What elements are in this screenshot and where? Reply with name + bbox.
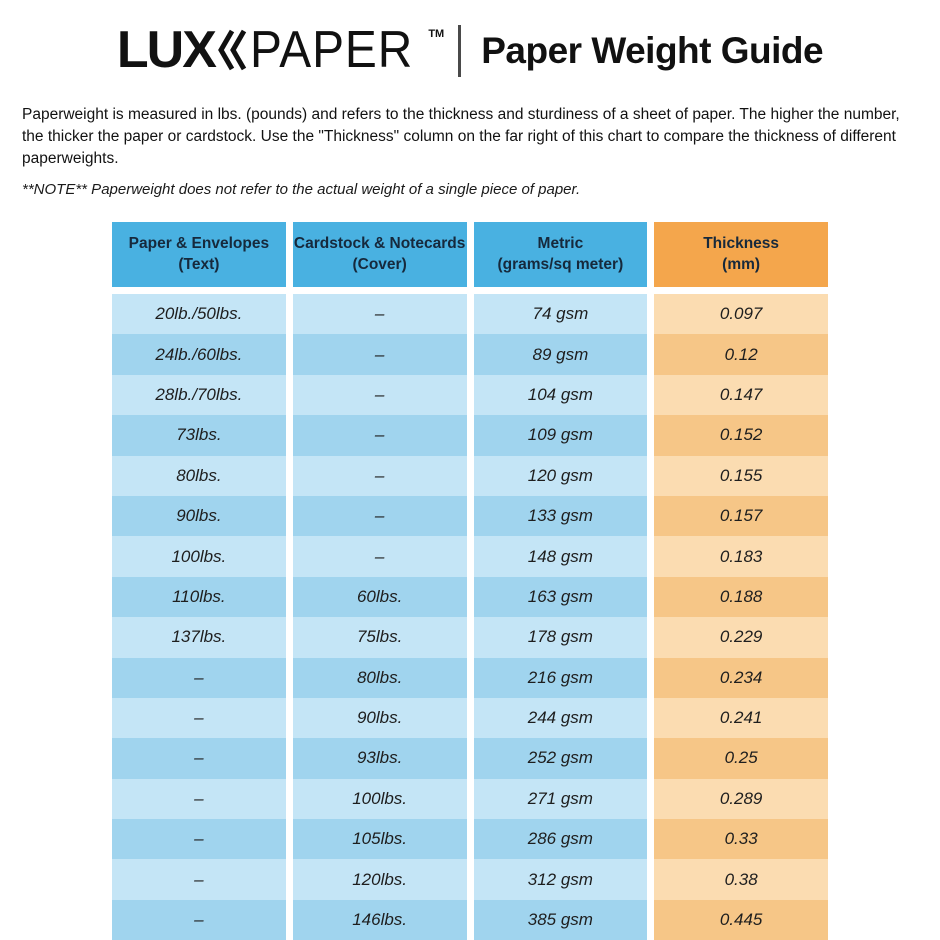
table-cell: – [112,859,286,899]
header-line2: (grams/sq meter) [497,255,624,273]
table-cell: 286 gsm [474,819,648,859]
table-cell: – [293,294,467,334]
table-cell: 0.157 [654,496,828,536]
trademark-symbol: TM [428,28,445,40]
logo-paper-text: PAPER [249,21,414,79]
paper-weight-table [112,222,828,940]
table-cell: – [293,456,467,496]
table-cell: 24lb./60lbs. [112,334,286,374]
table-cell: 271 gsm [474,779,648,819]
table-cell: 80lbs. [112,456,286,496]
table-cell: 133 gsm [474,496,648,536]
divider [458,25,461,77]
table-row [112,779,828,819]
table-cell: 73lbs. [112,415,286,455]
table-cell: 28lb./70lbs. [112,375,286,415]
table-cell: 0.33 [654,819,828,859]
table-cell: – [112,779,286,819]
intro-paragraph: Paperweight is measured in lbs. (pounds) and refers to the thickness and sturdiness of a sheet of paper. The higher the number, the thicker the paper or cardstock. Use the "Thickness" column on the far right of this chart to compare the thickness of different paperweights. [22,106,900,167]
table-cell: – [112,698,286,738]
table-cell: – [112,900,286,940]
table-row [112,415,828,455]
header-line1: Metric [537,234,584,252]
table-cell: 93lbs. [293,738,467,778]
table-row [112,859,828,899]
table-cell: 80lbs. [293,658,467,698]
table-row [112,294,828,334]
table-cell: 100lbs. [293,779,467,819]
table-cell: 0.12 [654,334,828,374]
table-cell: 105lbs. [293,819,467,859]
lux-paper-logo [116,21,445,79]
header-thickness [654,222,828,287]
table-cell: 178 gsm [474,617,648,657]
table-cell: 74 gsm [474,294,648,334]
table-row [112,375,828,415]
header-line1: Thickness [703,234,780,252]
table-cell: – [112,658,286,698]
header-line2: (Text) [178,255,220,273]
table-row [112,658,828,698]
table-cell: 120lbs. [293,859,467,899]
table-cell: 0.097 [654,294,828,334]
table-row [112,334,828,374]
table-cell: 90lbs. [293,698,467,738]
table-cell: – [293,536,467,576]
table-cell: 0.241 [654,698,828,738]
note-text: **NOTE** Paperweight does not refer to the actual weight of a single piece of paper. [22,181,581,198]
table-body [112,294,828,940]
table-cell: 90lbs. [112,496,286,536]
table-cell: 244 gsm [474,698,648,738]
table-cell: 312 gsm [474,859,648,899]
table-cell: – [112,738,286,778]
header-paper-envelopes [112,222,286,287]
table-cell: 110lbs. [112,577,286,617]
table-cell: 216 gsm [474,658,648,698]
table-cell: 0.155 [654,456,828,496]
table-header-row [112,222,828,287]
table-cell: 100lbs. [112,536,286,576]
table-cell: 120 gsm [474,456,648,496]
page-title: Paper Weight Guide [481,30,824,71]
table-cell: 0.289 [654,779,828,819]
table-row [112,536,828,576]
table-cell: 0.25 [654,738,828,778]
logo-lux-text: LUX [116,21,215,79]
table-cell: 137lbs. [112,617,286,657]
table-cell: 0.147 [654,375,828,415]
table-cell: 163 gsm [474,577,648,617]
table-row [112,496,828,536]
table-row [112,617,828,657]
header-cardstock-notecards [293,222,467,287]
header-metric [474,222,648,287]
table-row [112,698,828,738]
double-chevron-icon [218,27,248,78]
header-line1: Cardstock & Notecards [293,234,466,252]
table-cell: 60lbs. [293,577,467,617]
table-cell: – [293,415,467,455]
table-cell: 0.152 [654,415,828,455]
table-cell: 385 gsm [474,900,648,940]
table-cell: 104 gsm [474,375,648,415]
table-cell: – [293,334,467,374]
table-row [112,900,828,940]
table-cell: 252 gsm [474,738,648,778]
table-cell: – [293,375,467,415]
table-row [112,577,828,617]
table-row [112,738,828,778]
table-cell: 148 gsm [474,536,648,576]
table-cell: 0.229 [654,617,828,657]
table-cell: 89 gsm [474,334,648,374]
table-cell: 0.188 [654,577,828,617]
table-cell: 0.183 [654,536,828,576]
brand-header [0,22,940,80]
table-row [112,819,828,859]
table-cell: 109 gsm [474,415,648,455]
table-cell: – [112,819,286,859]
table-cell: 0.234 [654,658,828,698]
header-line2: (mm) [722,255,761,273]
table-cell: 75lbs. [293,617,467,657]
header-line1: Paper & Envelopes [128,234,270,252]
table-cell: 146lbs. [293,900,467,940]
table-cell: – [293,496,467,536]
table-cell: 0.38 [654,859,828,899]
table-cell: 20lb./50lbs. [112,294,286,334]
table-row [112,456,828,496]
header-line2: (Cover) [352,255,407,273]
table-cell: 0.445 [654,900,828,940]
